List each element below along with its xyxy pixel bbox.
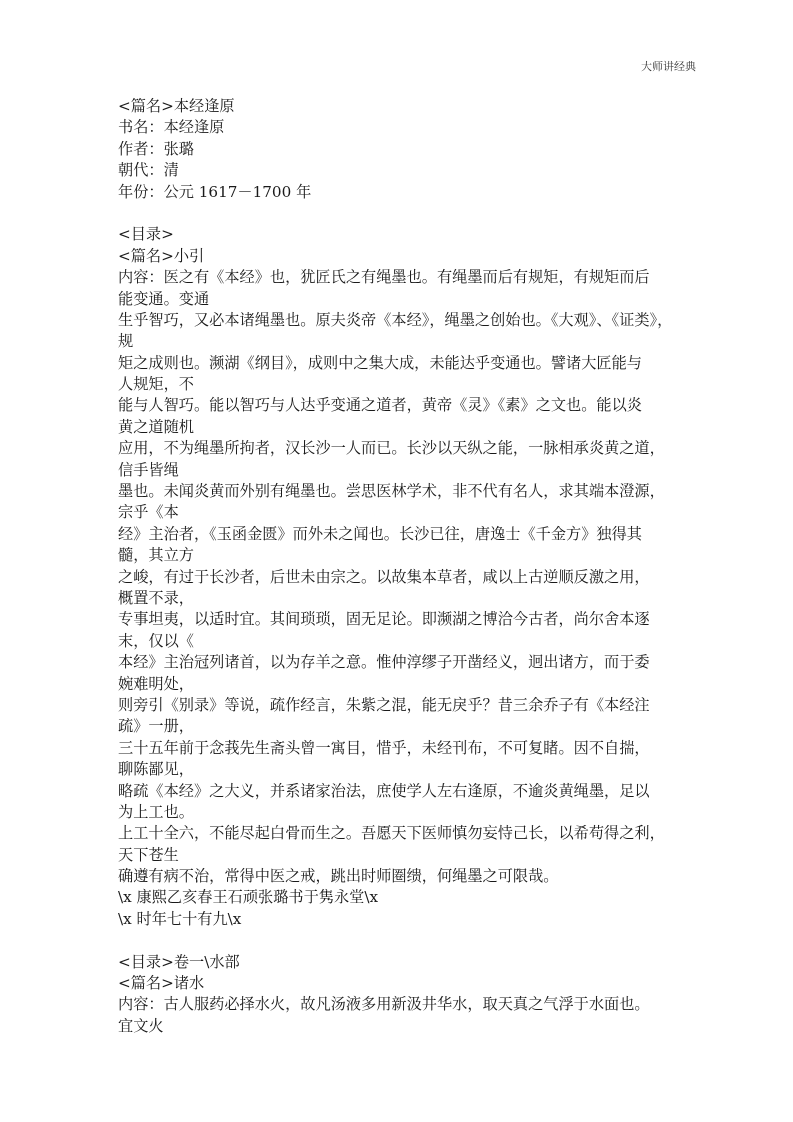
content-line: \x 康熙乙亥春王石顽张璐书于隽永堂\x <box>118 888 379 907</box>
content-line: 则旁引《别录》等说，疏作经言，朱紫之混，能无戾乎？昔三余乔子有《本经注 <box>118 695 650 714</box>
content-line: 概置不录， <box>118 588 194 607</box>
chapter-content <box>118 267 683 930</box>
content-line: 信手皆绳 <box>118 460 179 479</box>
content-line: 宜文火 <box>118 1016 164 1035</box>
content-line: 能变通。变通 <box>118 289 210 308</box>
blank-line <box>118 930 683 951</box>
author: 作者：张璐 <box>118 139 194 158</box>
content-line: 末，仅以《 <box>118 631 194 650</box>
content-line: 经》主治者，《玉函金匮》而外未之闻也。长沙已往，唐逸士《千金方》独得其 <box>118 524 642 543</box>
content-line: 聊陈鄙见， <box>118 760 194 779</box>
content-line: 为上工也。 <box>118 802 194 821</box>
content-line: 人规矩，不 <box>118 375 194 394</box>
document-body <box>118 96 683 1037</box>
content-line: 上工十全六，不能尽起白骨而生之。吾愿天下医师慎勿妄恃己长，以希苟得之利， <box>118 824 665 843</box>
content-line: 规 <box>118 332 134 351</box>
content-line: 矩之成则也。濒湖《纲目》，成则中之集大成，未能达乎变通也。譬诸大匠能与 <box>118 353 642 372</box>
content-line: 疏》一册， <box>118 717 194 736</box>
content-line: 确遵有病不治，常得中医之戒，跳出时师圈缋，何绳墨之可限哉。 <box>118 867 559 886</box>
dynasty: 朝代：清 <box>118 161 179 180</box>
content-line: 天下苍生 <box>118 845 179 864</box>
page-header: 大师讲经典 <box>641 60 696 73</box>
content-line: 本经》主治冠列诸首，以为存羊之意。惟仲淳缪子开凿经义，迥出诸方，而于委 <box>118 653 650 672</box>
book-name: 书名：本经逢原 <box>118 118 225 137</box>
content-line: 略疏《本经》之大义，并系诸家治法，庶使学人左右逢原，不逾炎黄绳墨，足以 <box>118 781 650 800</box>
content-line: 内容：医之有《本经》也，犹匠氏之有绳墨也。有绳墨而后有规矩，有规矩而后 <box>118 268 650 287</box>
chapter-title: <篇名>诸水 <box>118 974 205 993</box>
content-line: 能与人智巧。能以智巧与人达乎变通之道者，黄帝《灵》《素》之文也。能以炎 <box>118 396 642 415</box>
content-line: 髓，其立方 <box>118 546 194 565</box>
toc-label: <目录>卷一\水部 <box>118 952 240 971</box>
toc-label: <目录> <box>118 225 174 244</box>
content-line: 三十五年前于念莪先生斋头曾一寓目，惜乎，未经刊布，不可复睹。因不自揣， <box>118 738 650 757</box>
content-line: 之峻，有过于长沙者，后世未由宗之。以故集本草者，咸以上古逆顺反激之用， <box>118 567 650 586</box>
content-line: 婉难明处， <box>118 674 194 693</box>
chapter-title: <篇名>小引 <box>118 246 205 265</box>
content-line: 专事坦夷，以适时宜。其间琐琐，固无足论。即濒湖之博洽今古者，尚尔舍本逐 <box>118 610 650 629</box>
years: 年份：公元 1617－1700 年 <box>118 182 312 201</box>
content-line: 内容：古人服药必择水火，故凡汤液多用新汲井华水，取天真之气浮于水面也。 <box>118 995 650 1014</box>
content-line: 生乎智巧，又必本诸绳墨也。原夫炎帝《本经》，绳墨之创始也。《大观》、《证类》， <box>118 310 673 329</box>
chapter-content <box>118 994 683 1037</box>
title-line: <篇名>本经逢原 <box>118 97 235 115</box>
content-line: 墨也。未闻炎黄而外别有绳墨也。尝思医林学术，非不代有名人，求其端本澄源， <box>118 482 665 501</box>
blank-line <box>118 203 683 224</box>
content-line: \x 时年七十有九\x <box>118 909 242 928</box>
content-line: 应用，不为绳墨所拘者，汉长沙一人而已。长沙以天纵之能，一脉相承炎黄之道， <box>118 439 665 458</box>
content-line: 黄之道随机 <box>118 417 194 436</box>
content-line: 宗乎《本 <box>118 503 179 522</box>
